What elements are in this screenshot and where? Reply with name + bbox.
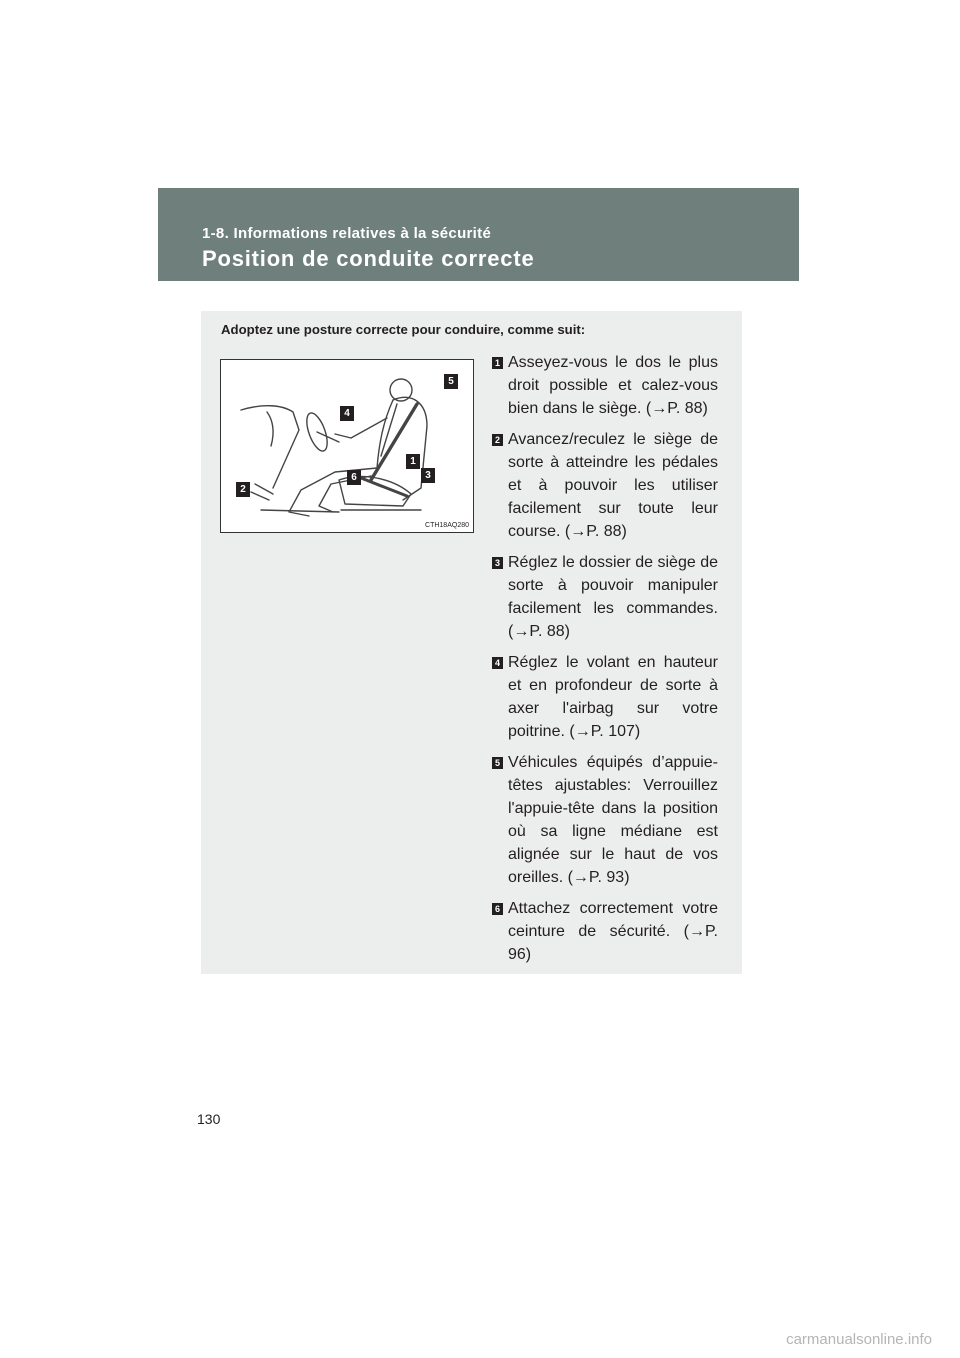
figure-label-4: 4	[340, 406, 354, 421]
step-text: Réglez le volant en hauteur et en profondeur de sorte à axer l'airbag sur votre poitrine. (→P. 107)	[508, 654, 718, 740]
step-number-badge: 4	[492, 657, 503, 669]
driving-posture-illustration	[220, 359, 474, 533]
chapter-header	[158, 188, 799, 281]
intro-text: Adoptez une posture correcte pour conduire, comme suit:	[221, 322, 586, 337]
step-text: Avancez/reculez le siège de sorte à atteindre les pédales et à pouvoir les utiliser facilement sur toute leur course. (→P. 88)	[508, 431, 718, 540]
step-1	[492, 351, 718, 420]
step-3	[492, 551, 718, 643]
section-title: 1-8. Informations relatives à la sécurité	[202, 225, 492, 242]
step-text: Asseyez-vous le dos le plus droit possible et calez-vous bien dans le siège. (→P. 88)	[508, 354, 718, 417]
watermark: carmanualsonline.info	[786, 1331, 932, 1348]
figure-label-6: 6	[347, 470, 361, 485]
figure-label-5: 5	[444, 374, 458, 389]
figure-label-2: 2	[236, 482, 250, 497]
figure-label-3: 3	[421, 468, 435, 483]
step-4	[492, 651, 718, 743]
step-2	[492, 428, 718, 543]
step-number-badge: 5	[492, 757, 503, 769]
page-number: 130	[197, 1111, 221, 1127]
step-5	[492, 751, 718, 889]
step-text: Attachez correctement votre ceinture de sécurité. (→P. 96)	[508, 900, 718, 963]
step-text: Véhicules équipés d’appuie-têtes ajustables: Verrouillez l'appuie-tête dans la position où sa ligne médiane est alignée sur le haut de vos oreilles. (→P. 93)	[508, 754, 718, 886]
step-6	[492, 897, 718, 966]
content-panel	[201, 311, 742, 974]
posture-steps-list	[492, 351, 718, 974]
step-text: Réglez le dossier de siège de sorte à pouvoir manipuler facilement les commandes. (→P. 88)	[508, 554, 718, 640]
step-number-badge: 2	[492, 434, 503, 446]
driver-seat-drawing	[221, 360, 473, 532]
step-number-badge: 3	[492, 557, 503, 569]
figure-label-1: 1	[406, 454, 420, 469]
step-number-badge: 1	[492, 357, 503, 369]
figure-code: CTH18AQ280	[425, 522, 469, 529]
step-number-badge: 6	[492, 903, 503, 915]
page-title: Position de conduite correcte	[202, 246, 535, 271]
